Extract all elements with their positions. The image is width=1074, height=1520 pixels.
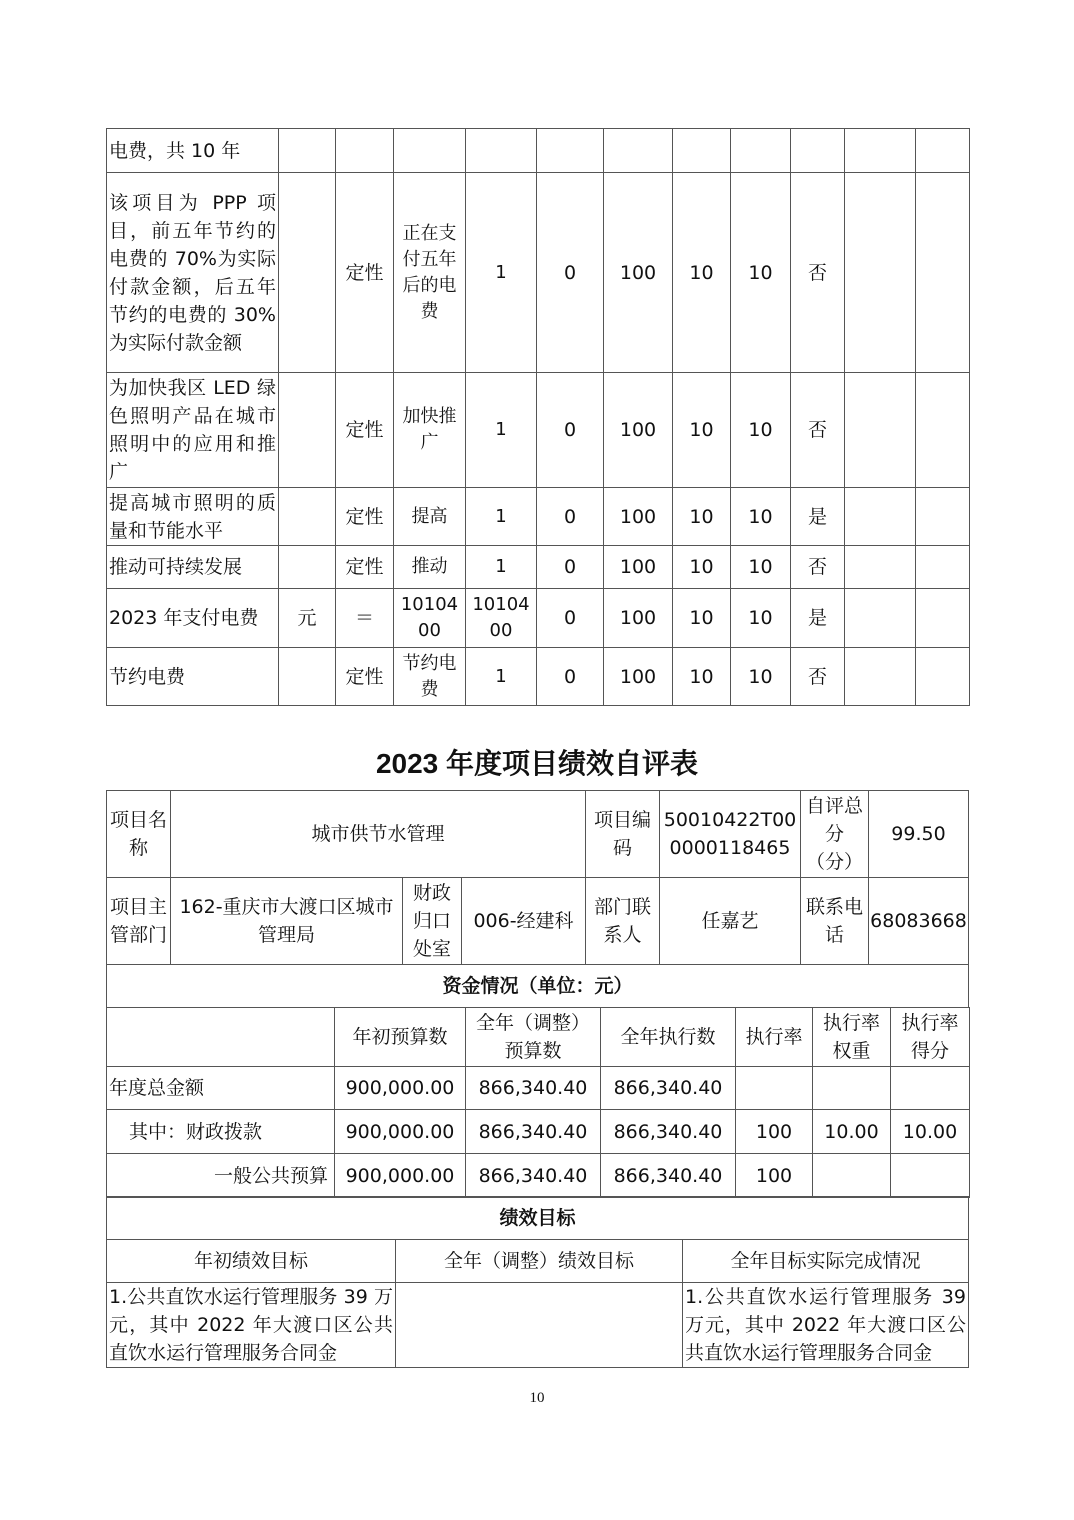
project-name: 城市供节水管理 xyxy=(170,790,586,878)
indicator-cell-r1: 0 xyxy=(536,487,604,546)
indicator-cell-indicator: 提高城市照明的质量和节能水平 xyxy=(106,487,279,546)
indicator-cell-r1: 0 xyxy=(536,545,604,589)
self-score: 99.50 xyxy=(868,790,969,878)
score-label: 自评总分（分） xyxy=(800,790,869,878)
indicator-cell-unit xyxy=(278,545,336,589)
indicator-cell-c10 xyxy=(844,588,916,648)
goal-initial-text: 1.公共直饮水运行管理服务 39 万元，其中 2022 年大渡口区公共直饮水运行管理服务合同金 xyxy=(106,1282,396,1368)
project-name-label: 项目名称 xyxy=(106,790,171,878)
page-number: 10 xyxy=(529,1390,545,1406)
funds-col-header: 执行率权重 xyxy=(812,1007,891,1067)
indicator-cell-r1: 0 xyxy=(536,172,604,373)
indicator-cell-r3 xyxy=(672,128,731,173)
indicator-cell-target: 正在支付五年后的电费 xyxy=(393,172,466,373)
indicator-cell-r3: 10 xyxy=(672,487,731,546)
indicator-cell-deviation: 否 xyxy=(790,172,845,373)
funds-cell: 866,340.40 xyxy=(600,1066,736,1110)
office: 006-经建科 xyxy=(461,877,586,965)
funds-cell: 900,000.00 xyxy=(334,1109,466,1154)
indicator-cell-type: 定性 xyxy=(335,487,394,546)
phone-label: 联系电话 xyxy=(800,877,869,965)
indicator-cell-unit xyxy=(278,128,336,173)
indicator-cell-deviation: 否 xyxy=(790,545,845,589)
indicator-cell-indicator: 电费，共 10 年 xyxy=(106,128,279,173)
indicator-cell-r3: 10 xyxy=(672,647,731,706)
indicator-cell-unit xyxy=(278,172,336,373)
funds-col-header: 全年（调整）预算数 xyxy=(465,1007,601,1067)
funds-cell: 866,340.40 xyxy=(465,1109,601,1154)
indicator-cell-type xyxy=(335,128,394,173)
project-code-label: 项目编码 xyxy=(585,790,660,878)
indicator-cell-actual: 1 xyxy=(465,647,537,706)
indicator-cell-actual xyxy=(465,128,537,173)
funds-cell: 866,340.40 xyxy=(465,1153,601,1198)
indicator-cell-deviation xyxy=(790,128,845,173)
dept: 162-重庆市大渡口区城市管理局 xyxy=(170,877,403,965)
funds-cell: 其中：财政拨款 xyxy=(106,1109,335,1154)
contact-label: 部门联系人 xyxy=(585,877,660,965)
indicator-cell-r2: 100 xyxy=(603,545,673,589)
funds-cell: 100 xyxy=(735,1153,813,1198)
funds-col-header xyxy=(106,1007,335,1067)
indicator-cell-r1: 0 xyxy=(536,588,604,648)
indicator-cell-r4: 10 xyxy=(730,588,791,648)
indicator-cell-type: 定性 xyxy=(335,372,394,488)
indicator-cell-c10 xyxy=(844,128,916,173)
indicator-cell-indicator: 节约电费 xyxy=(106,647,279,706)
indicator-cell-indicator: 为加快我区 LED 绿色照明产品在城市照明中的应用和推广 xyxy=(106,372,279,488)
indicator-cell-r2: 100 xyxy=(603,372,673,488)
indicator-cell-indicator: 该项目为 PPP 项目，前五年节约的电费的 70%为实际付款金额，后五年节约的电费的 30%为实际付款金额 xyxy=(106,172,279,373)
indicator-cell-r4: 10 xyxy=(730,372,791,488)
indicator-cell-deviation: 是 xyxy=(790,487,845,546)
indicator-cell-unit xyxy=(278,487,336,546)
goals-col-adjusted: 全年（调整）绩效目标 xyxy=(395,1239,683,1283)
funds-cell: 866,340.40 xyxy=(600,1153,736,1198)
indicator-cell-r1: 0 xyxy=(536,372,604,488)
indicator-cell-target: 加快推广 xyxy=(393,372,466,488)
indicator-cell-c11 xyxy=(915,128,970,173)
indicator-cell-type: 定性 xyxy=(335,647,394,706)
indicator-cell-c10 xyxy=(844,372,916,488)
funds-cell: 10.00 xyxy=(812,1109,891,1154)
indicator-cell-indicator: 2023 年支付电费 xyxy=(106,588,279,648)
goal-adjusted-text xyxy=(395,1282,683,1368)
indicator-cell-r2: 100 xyxy=(603,487,673,546)
indicator-cell-actual: 1 xyxy=(465,487,537,546)
indicator-cell-r4: 10 xyxy=(730,647,791,706)
funds-cell: 一般公共预算 xyxy=(106,1153,335,1198)
indicator-cell-unit xyxy=(278,372,336,488)
indicator-cell-r2 xyxy=(603,128,673,173)
project-code: 50010422T000000118465 xyxy=(659,790,801,878)
funds-col-header: 年初预算数 xyxy=(334,1007,466,1067)
indicator-cell-c11 xyxy=(915,588,970,648)
indicator-cell-deviation: 否 xyxy=(790,372,845,488)
indicator-cell-type: 定性 xyxy=(335,172,394,373)
indicator-cell-target xyxy=(393,128,466,173)
goals-col-actual: 全年目标实际完成情况 xyxy=(682,1239,969,1283)
indicator-cell-c11 xyxy=(915,545,970,589)
indicator-cell-unit: 元 xyxy=(278,588,336,648)
indicator-cell-target: 1010400 xyxy=(393,588,466,648)
goal-actual-text: 1.公共直饮水运行管理服务 39 万元，其中 2022 年大渡口区公共直饮水运行管理服务合同金 xyxy=(682,1282,969,1368)
funds-cell: 900,000.00 xyxy=(334,1153,466,1198)
funds-cell xyxy=(890,1153,970,1198)
indicator-cell-c10 xyxy=(844,647,916,706)
indicator-cell-r2: 100 xyxy=(603,588,673,648)
funds-col-header: 全年执行数 xyxy=(600,1007,736,1067)
indicator-cell-c11 xyxy=(915,487,970,546)
funds-cell: 年度总金额 xyxy=(106,1066,335,1110)
indicator-cell-c11 xyxy=(915,372,970,488)
office-label: 财政归口处室 xyxy=(402,877,462,965)
indicator-cell-target: 推动 xyxy=(393,545,466,589)
indicator-cell-r1 xyxy=(536,128,604,173)
funds-cell xyxy=(812,1153,891,1198)
indicator-cell-actual: 1 xyxy=(465,372,537,488)
funds-cell xyxy=(890,1066,970,1110)
indicator-cell-r1: 0 xyxy=(536,647,604,706)
indicator-cell-actual: 1 xyxy=(465,172,537,373)
funds-cell: 900,000.00 xyxy=(334,1066,466,1110)
indicator-cell-r3: 10 xyxy=(672,372,731,488)
funds-cell: 866,340.40 xyxy=(465,1066,601,1110)
funds-cell: 866,340.40 xyxy=(600,1109,736,1154)
indicator-cell-actual: 1 xyxy=(465,545,537,589)
indicator-cell-r4 xyxy=(730,128,791,173)
indicator-cell-r3: 10 xyxy=(672,545,731,589)
page-title: 2023 年度项目绩效自评表 xyxy=(375,748,699,779)
indicator-cell-unit xyxy=(278,647,336,706)
indicator-cell-r4: 10 xyxy=(730,172,791,373)
goals-header: 绩效目标 xyxy=(106,1196,969,1240)
funds-col-header: 执行率得分 xyxy=(890,1007,970,1067)
indicator-cell-r4: 10 xyxy=(730,487,791,546)
funds-col-header: 执行率 xyxy=(735,1007,813,1067)
funds-cell xyxy=(812,1066,891,1110)
indicator-cell-r4: 10 xyxy=(730,545,791,589)
indicator-cell-c10 xyxy=(844,172,916,373)
funds-header: 资金情况（单位：元） xyxy=(106,964,969,1008)
indicator-cell-deviation: 是 xyxy=(790,588,845,648)
indicator-cell-r3: 10 xyxy=(672,172,731,373)
funds-cell: 100 xyxy=(735,1109,813,1154)
goals-col-initial: 年初绩效目标 xyxy=(106,1239,396,1283)
indicator-cell-r2: 100 xyxy=(603,647,673,706)
indicator-cell-r2: 100 xyxy=(603,172,673,373)
funds-cell xyxy=(735,1066,813,1110)
indicator-cell-c11 xyxy=(915,647,970,706)
dept-label: 项目主管部门 xyxy=(106,877,171,965)
indicator-cell-actual: 1010400 xyxy=(465,588,537,648)
indicator-cell-c10 xyxy=(844,487,916,546)
indicator-cell-type: ＝ xyxy=(335,588,394,648)
indicator-cell-c10 xyxy=(844,545,916,589)
indicator-cell-c11 xyxy=(915,172,970,373)
funds-cell: 10.00 xyxy=(890,1109,970,1154)
indicator-cell-deviation: 否 xyxy=(790,647,845,706)
indicator-cell-indicator: 推动可持续发展 xyxy=(106,545,279,589)
indicator-cell-r3: 10 xyxy=(672,588,731,648)
indicator-cell-target: 提高 xyxy=(393,487,466,546)
contact: 任嘉艺 xyxy=(659,877,801,965)
indicator-cell-type: 定性 xyxy=(335,545,394,589)
phone: 68083668 xyxy=(868,877,969,965)
indicator-cell-target: 节约电费 xyxy=(393,647,466,706)
